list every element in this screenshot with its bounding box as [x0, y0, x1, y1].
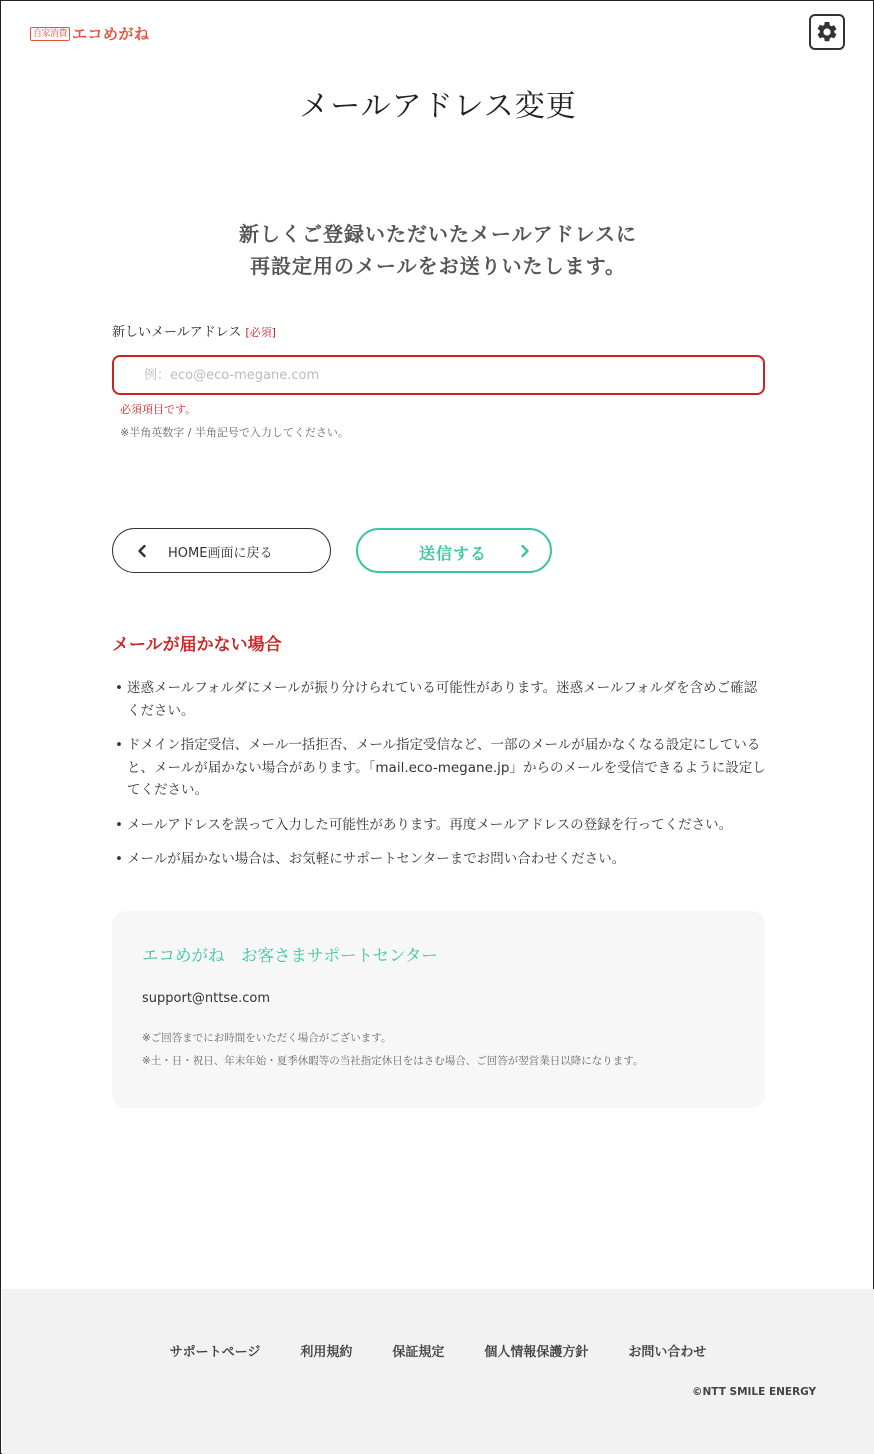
footer-link-warranty[interactable]: 保証規定 [392, 1345, 445, 1360]
email-hint: ※半角英数字 / 半角記号で入力してください。 [120, 426, 349, 439]
lead-line-2: 再設定用のメールをお送りいたします。 [250, 254, 626, 278]
gear-icon [815, 20, 839, 44]
chevron-right-icon [520, 544, 530, 558]
footer [2, 1289, 874, 1454]
support-title: エコめがね お客さまサポートセンター [142, 946, 438, 965]
page-title: メールアドレス変更 [299, 89, 577, 124]
notice-title: メールが届かない場合 [112, 635, 282, 655]
support-note: ※ご回答までにお時間をいただく場合がございます。 [142, 1032, 392, 1044]
support-center-box [112, 911, 765, 1108]
logo-text: エコめがね [72, 25, 150, 43]
send-button-label: 送信する [419, 544, 488, 563]
logo-badge: 自家消費 [30, 27, 70, 41]
notice-item: • メールが届かない場合は、お気軽にサポートセンターまでお問い合わせください。 [112, 848, 767, 871]
email-label-text: 新しいメールアドレス [112, 325, 242, 340]
home-button-label: HOME画面に戻る [168, 546, 273, 561]
chevron-left-icon [137, 544, 147, 558]
footer-link-privacy[interactable]: 個人情報保護方針 [484, 1345, 589, 1360]
home-button[interactable] [112, 528, 331, 573]
required-badge: [必須] [245, 326, 276, 339]
footer-link-support[interactable]: サポートページ [169, 1345, 261, 1360]
footer-nav [2, 1341, 874, 1360]
send-button[interactable] [356, 528, 552, 573]
email-input[interactable] [112, 355, 765, 395]
support-note: ※土・日・祝日、年末年始・夏季休暇等の当社指定休日をはさむ場合、ご回答が翌営業日以降になります。 [142, 1055, 644, 1067]
notice-item: • ドメイン指定受信、メール一括拒否、メール指定受信など、一部のメールが届かなくなる設定にしていると、メールが届かない場合があります。「mail.eco-megane.jp」からのメールを受信できるように設定してください。 [112, 734, 767, 802]
copyright: ©NTT SMILE ENERGY [692, 1386, 817, 1398]
email-error-message: 必須項目です。 [120, 403, 197, 416]
support-email[interactable]: support@nttse.com [142, 991, 271, 1006]
footer-link-terms[interactable]: 利用規約 [300, 1345, 353, 1360]
notice-list [112, 677, 767, 883]
lead-text [1, 218, 874, 282]
notice-item: • 迷惑メールフォルダにメールが振り分けられている可能性があります。迷惑メールフォルダを含めご確認ください。 [112, 677, 767, 722]
notice-item: • メールアドレスを誤って入力した可能性があります。再度メールアドレスの登録を行ってください。 [112, 814, 767, 837]
settings-button[interactable] [809, 14, 845, 50]
footer-link-contact[interactable]: お問い合わせ [628, 1345, 707, 1360]
app-logo[interactable] [30, 23, 150, 44]
email-field-label [112, 321, 276, 340]
lead-line-1: 新しくご登録いただいたメールアドレスに [239, 222, 637, 246]
